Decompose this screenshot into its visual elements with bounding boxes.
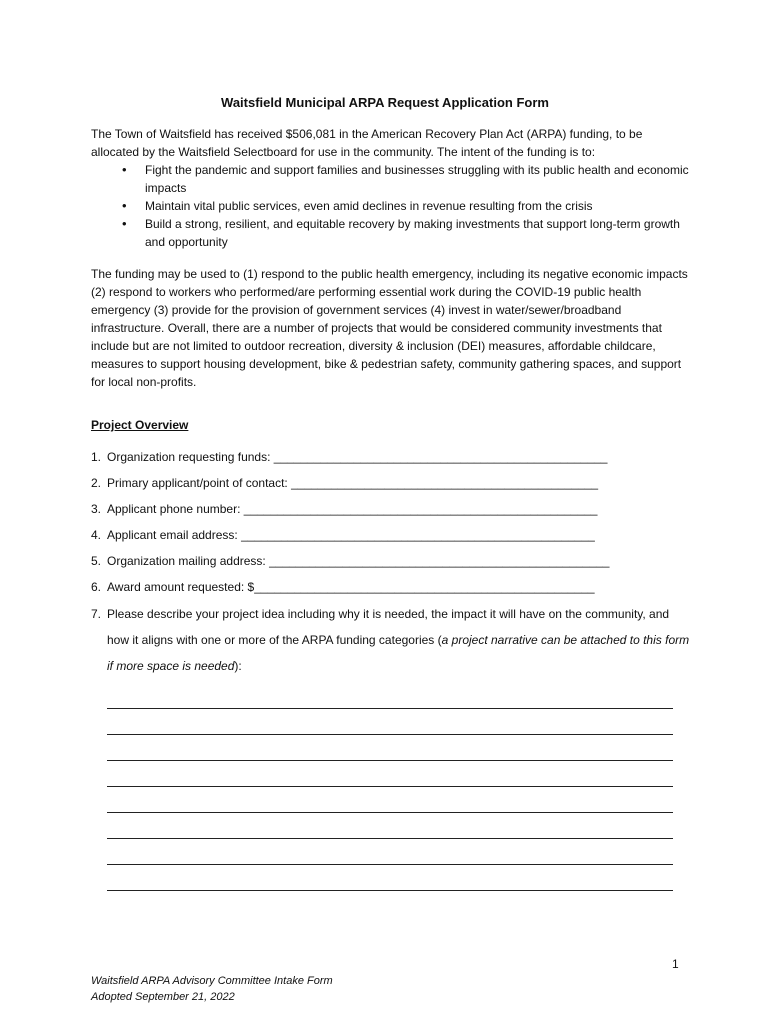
- intent-bullet-list: [91, 161, 691, 251]
- question-text-end: ):: [234, 659, 242, 673]
- funding-paragraph: The funding may be used to (1) respond to the public health emergency, including its negative economic impacts (2) respond to workers who performed/are performing essential work during the COVID-19 public health emergency (3) provide for the provision of government services (4) invest in water/sewer/broadband infrastructure. Overall, there are a number of projects that would be considered community investments that include but are not limited to outdoor recreation, diversity & inclusion (DEI) measures, affordable childcare, measures to support housing development, bike & pedestrian safety, community gathering spaces, and support for local non-profits.: [91, 267, 688, 389]
- footer-form-name: Waitsfield ARPA Advisory Committee Intake Form: [91, 975, 333, 987]
- answer-blank-phone[interactable]: _____________________________________________________: [243, 502, 598, 516]
- answer-line[interactable]: [107, 839, 673, 865]
- answer-line[interactable]: [107, 735, 673, 761]
- question-label: Applicant email address:: [107, 528, 242, 542]
- intro-paragraph: The Town of Waitsfield has received $506,081 in the American Recovery Plan Act (ARPA) funding, to be allocated by the Waitsfield Selectboard for use in the community. The intent of the funding is to:: [91, 127, 643, 159]
- project-description-answer-area[interactable]: [107, 683, 673, 891]
- question-number: 4.: [91, 528, 102, 542]
- intent-bullet: • Maintain vital public services, even amid declines in revenue resulting from the crisis: [145, 197, 691, 215]
- intent-bullet: • Fight the pandemic and support families and businesses struggling with its public health and economic impacts: [145, 161, 691, 197]
- question-label: Primary applicant/point of contact:: [107, 476, 292, 490]
- question-item: [91, 577, 691, 603]
- question-list: [91, 447, 691, 603]
- answer-line[interactable]: [107, 683, 673, 709]
- answer-line[interactable]: [107, 761, 673, 787]
- answer-line[interactable]: [107, 865, 673, 891]
- answer-blank-mailing-address[interactable]: ___________________________________________________: [269, 554, 610, 568]
- intro-section: [91, 125, 691, 251]
- document-title: Waitsfield Municipal ARPA Request Application Form: [221, 95, 549, 110]
- answer-line[interactable]: [107, 709, 673, 735]
- question-label: Organization mailing address:: [107, 554, 270, 568]
- page-number: 1: [672, 957, 679, 971]
- question-number: 7.: [91, 607, 102, 621]
- answer-blank-contact[interactable]: ______________________________________________: [291, 476, 599, 490]
- question-number: 6.: [91, 580, 102, 594]
- question-item-project-description: [91, 601, 691, 679]
- question-number: 2.: [91, 476, 102, 490]
- question-number: 3.: [91, 502, 102, 516]
- question-number: 1.: [91, 450, 102, 464]
- question-item: [91, 447, 691, 473]
- footer: [91, 973, 333, 1005]
- question-text: Please describe your project idea including why it is needed, the impact it will have on the community, and how it aligns with one or more of the ARPA funding categories (: [107, 607, 670, 647]
- question-label: Award amount requested: $: [107, 580, 255, 594]
- answer-blank-award-amount[interactable]: ___________________________________________________: [254, 580, 595, 594]
- footer-adopted-date: Adopted September 21, 2022: [91, 991, 235, 1003]
- answer-blank-email[interactable]: _____________________________________________________: [241, 528, 595, 542]
- answer-line[interactable]: [107, 787, 673, 813]
- question-item: [91, 473, 691, 499]
- question-label: Organization requesting funds:: [107, 450, 274, 464]
- question-item: [91, 499, 691, 525]
- question-number: 5.: [91, 554, 102, 568]
- question-item: [91, 525, 691, 551]
- question-label: [107, 601, 691, 679]
- project-overview-heading: Project Overview: [91, 418, 189, 432]
- question-italic-note: a project narrative can be attached to this form if more space is needed: [107, 633, 690, 673]
- question-label: Applicant phone number:: [107, 502, 244, 516]
- question-item: [91, 551, 691, 577]
- answer-blank-organization[interactable]: __________________________________________________: [273, 450, 608, 464]
- intent-bullet: • Build a strong, resilient, and equitable recovery by making investments that support long-term growth and opportunity: [145, 215, 691, 251]
- answer-line[interactable]: [107, 813, 673, 839]
